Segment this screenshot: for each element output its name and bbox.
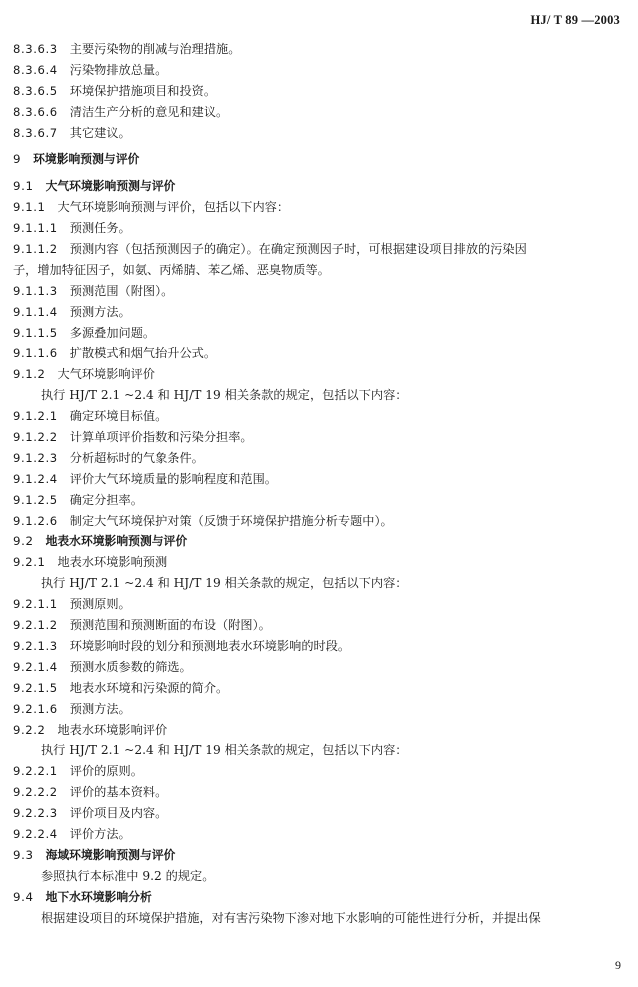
clause-9-1-1-5: 9.1.1.5 多源叠加问题。 <box>13 325 156 340</box>
section-9-1-heading: 9.1 大气环境影响预测与评价 <box>13 179 176 194</box>
clause-9-1-1-3: 9.1.1.3 预测范围（附图）。 <box>13 283 174 298</box>
clause-9-1-1-4: 9.1.1.4 预测方法。 <box>13 304 131 319</box>
section-9-2-heading: 9.2 地表水环境影响预测与评价 <box>13 534 188 549</box>
clause-8-3-6-4: 8.3.6.4 污染物排放总量。 <box>13 62 168 77</box>
clause-9-2-1: 9.2.1 地表水环境影响预测 <box>13 555 168 570</box>
clause-9-4-text: 根据建设项目的环境保护措施，对有害污染物下渗对地下水影响的可能性进行分析，并提出保 <box>41 910 541 925</box>
clause-9-2-2-3: 9.2.2.3 评价项目及内容。 <box>13 806 168 821</box>
clause-9-1-2-1: 9.1.2.1 确定环境目标值。 <box>13 409 168 424</box>
clause-9-1-2-2: 9.1.2.2 计算单项评价指数和污染分担率。 <box>13 430 253 445</box>
clause-9-1-2-4: 9.1.2.4 评价大气环境质量的影响程度和范围。 <box>13 471 277 486</box>
clause-9-1-2: 9.1.2 大气环境影响评价 <box>13 367 155 382</box>
section-9-heading: 9 环境影响预测与评价 <box>13 152 140 167</box>
clause-9-2-2-4: 9.2.2.4 评价方法。 <box>13 826 131 841</box>
clause-9-2-1-intro: 执行 HJ/T 2.1 ~2.4 和 HJ/T 19 相关条款的规定，包括以下内容： <box>41 576 408 591</box>
clause-9-1-1-6: 9.1.1.6 扩散模式和烟气抬升公式。 <box>13 346 217 361</box>
clause-8-3-6-7: 8.3.6.7 其它建议。 <box>13 125 131 140</box>
section-9-4-heading: 9.4 地下水环境影响分析 <box>13 889 152 904</box>
clause-9-2-1-5: 9.2.1.5 地表水环境和污染源的简介。 <box>13 680 229 695</box>
clause-9-1-1-2-continued: 子，增加特征因子，如氨、丙烯腈、苯乙烯、恶臭物质等。 <box>13 262 330 277</box>
clause-9-2-1-2: 9.2.1.2 预测范围和预测断面的布设（附图）。 <box>13 618 271 633</box>
page-number: 9 <box>615 958 621 972</box>
clause-9-1-2-intro: 执行 HJ/T 2.1 ~2.4 和 HJ/T 19 相关条款的规定，包括以下内容： <box>41 388 408 403</box>
clause-9-2-2-1: 9.2.2.1 评价的原则。 <box>13 764 143 779</box>
clause-8-3-6-3: 8.3.6.3 主要污染物的削减与治理措施。 <box>13 42 241 56</box>
clause-9-1-1-1: 9.1.1.1 预测任务。 <box>13 221 131 236</box>
clause-8-3-6-5: 8.3.6.5 环境保护措施项目和投资。 <box>13 83 217 98</box>
clause-9-2-2: 9.2.2 地表水环境影响评价 <box>13 722 168 737</box>
clause-9-2-1-3: 9.2.1.3 环境影响时段的划分和预测地表水环境影响的时段。 <box>13 638 351 653</box>
clause-9-2-2-2: 9.2.2.2 评价的基本资料。 <box>13 785 168 800</box>
clause-9-1-1-2: 9.1.1.2 预测内容（包括预测因子的确定）。在确定预测因子时，可根据建设项目排放的污染因 <box>13 242 527 257</box>
clause-9-1-2-3: 9.1.2.3 分析超标时的气象条件。 <box>13 450 204 465</box>
clause-9-1-2-6: 9.1.2.6 制定大气环境保护对策（反馈于环境保护措施分析专题中）。 <box>13 513 393 528</box>
clause-9-3-text: 参照执行本标准中 9.2 的规定。 <box>41 868 215 883</box>
clause-9-2-1-6: 9.2.1.6 预测方法。 <box>13 701 131 716</box>
clause-9-2-1-1: 9.2.1.1 预测原则。 <box>13 597 131 612</box>
standard-code-header: HJ/ T 89 —2003 <box>530 13 620 27</box>
clause-9-2-2-intro: 执行 HJ/T 2.1 ~2.4 和 HJ/T 19 相关条款的规定，包括以下内容： <box>41 743 408 758</box>
section-9-3-heading: 9.3 海域环境影响预测与评价 <box>13 847 176 862</box>
clause-9-2-1-4: 9.2.1.4 预测水质参数的筛选。 <box>13 659 192 674</box>
clause-9-1-2-5: 9.1.2.5 确定分担率。 <box>13 492 143 507</box>
document-body <box>13 39 623 928</box>
clause-8-3-6-6: 8.3.6.6 清洁生产分析的意见和建议。 <box>13 104 229 119</box>
clause-9-1-1: 9.1.1 大气环境影响预测与评价，包括以下内容： <box>13 200 290 215</box>
